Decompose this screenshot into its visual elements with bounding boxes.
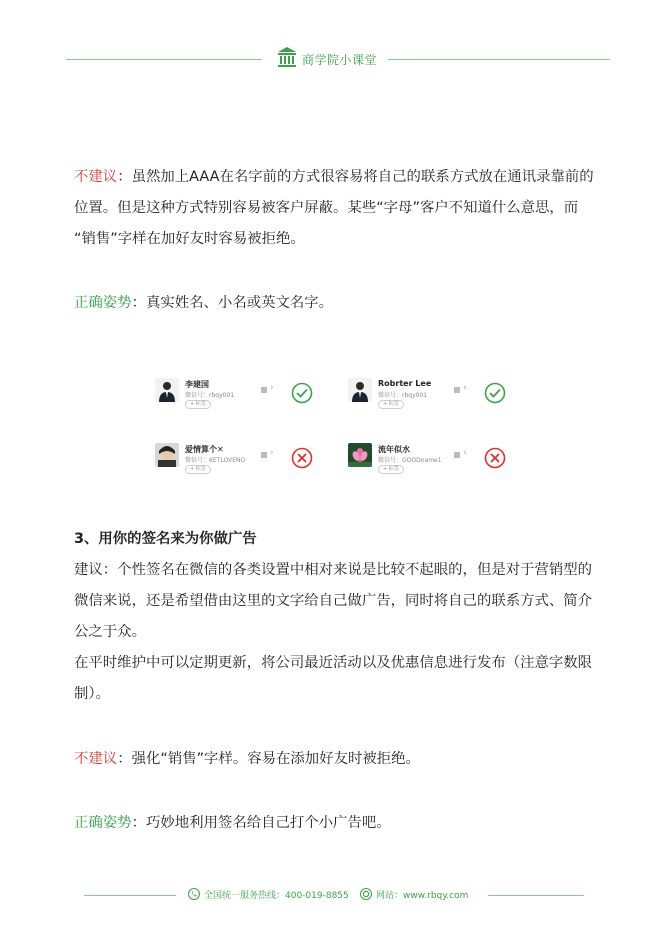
- header-rule-right: [388, 59, 610, 60]
- check-circle-icon: [484, 382, 506, 404]
- not-recommended-text: ：强化“销售”字样。容易在添加好友时被拒绝。: [117, 751, 420, 767]
- wechat-id: 微信号：rbqy001: [185, 392, 235, 399]
- hotline-text: 全国统一服务热线：400-019-8855: [204, 891, 349, 901]
- check-circle-icon: [291, 382, 313, 404]
- suggestion-paragraph-b: [74, 555, 614, 710]
- wechat-id: 微信号：KETLOVENO: [185, 457, 246, 464]
- paragraph-line: ：虽然加上AAA在名字前的方式很容易将自己的联系方式放在通讯录靠前的: [117, 169, 594, 185]
- paragraph-line: 微信来说，还是希望借由这里的文字给自己做广告，同时将自己的联系方式、简介: [74, 593, 593, 609]
- chevron-right-icon: ›: [463, 448, 467, 458]
- qr-code-icon: [261, 452, 267, 458]
- wechat-id: 微信号：GOODname1: [378, 457, 442, 464]
- correct-text: ：真实姓名、小名或英文名字。: [131, 295, 334, 311]
- paragraph-line: 建议：个性签名在微信的各类设置中相对来说是比较不起眼的，但是对于营销型的: [74, 562, 593, 578]
- chevron-right-icon: ›: [270, 448, 274, 458]
- correct-paragraph-b: [74, 808, 614, 839]
- contact-card-bad-2: [348, 443, 518, 483]
- correct-label: 正确姿势: [74, 815, 132, 831]
- contact-card-good-2: [348, 378, 518, 418]
- not-recommended-label: 不建议: [74, 751, 118, 767]
- contact-name: Robrter Lee: [378, 379, 432, 388]
- contact-name: 流年似水: [378, 445, 410, 454]
- page-footer: [0, 884, 670, 904]
- paragraph-line: 公之于众。: [74, 624, 146, 640]
- footer-rule-right: [488, 895, 584, 896]
- paragraph-line: 位置。但是这种方式特别容易被客户屏蔽。某些“字母”客户不知道什么意思，而: [74, 200, 579, 216]
- website-text: 网站：www.rbqy.com: [376, 891, 469, 901]
- close-circle-icon: [484, 447, 506, 469]
- avatar: [155, 378, 179, 402]
- phone-icon: [188, 888, 200, 900]
- page-header: [0, 44, 670, 74]
- contact-card-good-1: [155, 378, 325, 418]
- qr-code-icon: [261, 387, 267, 393]
- header-rule-left: [66, 59, 262, 60]
- correct-paragraph-a: [74, 288, 614, 319]
- paragraph-line: 制）。: [74, 686, 110, 702]
- avatar: [155, 443, 179, 467]
- contact-card-bad-1: [155, 443, 325, 483]
- globe-icon: [360, 888, 372, 900]
- contact-name: 爱情算个✕: [185, 445, 224, 454]
- avatar: [348, 443, 372, 467]
- not-recommended-label: 不建议: [74, 169, 118, 185]
- paragraph-line: 在平时维护中可以定期更新，将公司最近活动以及优惠信息进行发布（注意字数限: [74, 655, 593, 671]
- not-recommended-paragraph-b: [74, 744, 614, 775]
- wechat-id: 微信号：rbqy001: [378, 392, 428, 399]
- correct-label: 正确姿势: [74, 295, 132, 311]
- chevron-right-icon: ›: [463, 383, 467, 393]
- tag-badge: + 标签: [185, 400, 211, 409]
- tag-badge: + 标签: [378, 465, 404, 474]
- building-columns-icon: [277, 46, 297, 68]
- not-recommended-paragraph-a: [74, 162, 614, 255]
- contact-name: 李建国: [185, 380, 209, 389]
- correct-text: ：巧妙地利用签名给自己打个小广告吧。: [131, 815, 391, 831]
- paragraph-line: “销售”字样在加好友时容易被拒绝。: [74, 231, 305, 247]
- qr-code-icon: [454, 452, 460, 458]
- footer-rule-left: [84, 895, 176, 896]
- tag-badge: + 标签: [378, 400, 404, 409]
- close-circle-icon: [291, 447, 313, 469]
- qr-code-icon: [454, 387, 460, 393]
- brand-name: 商学院小课堂: [302, 53, 378, 67]
- section-heading: 3、用你的签名来为你做广告: [74, 531, 257, 547]
- chevron-right-icon: ›: [270, 383, 274, 393]
- avatar: [348, 378, 372, 402]
- tag-badge: + 标签: [185, 465, 211, 474]
